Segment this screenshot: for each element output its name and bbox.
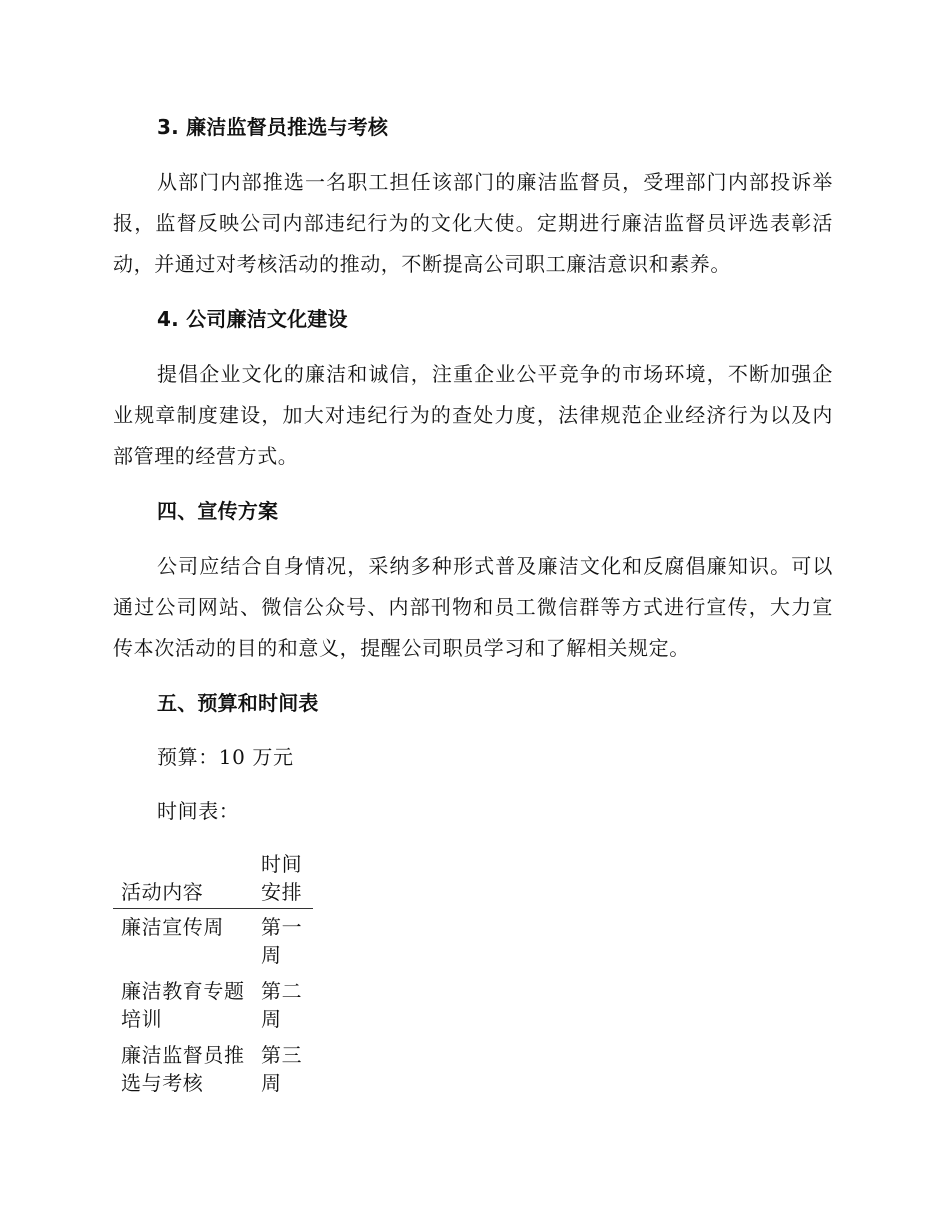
section-heading-publicity: 四、宣传方案 [157,499,279,523]
table-cell-activity: 廉洁监督员推选与考核 [121,1043,245,1095]
table-header-time: 时间安排 [253,848,313,909]
document-content [113,108,833,1101]
table-cell-activity: 廉洁教育专题培训 [121,979,245,1031]
budget-line: 预算：10 万元 [157,745,294,769]
section-heading-budget: 五、预算和时间表 [157,691,319,715]
section-paragraph-publicity: 公司应结合自身情况，采纳多种形式普及廉洁文化和反腐倡廉知识。可以通过公司网站、微信公众号、内部刊物和员工微信群等方式进行宣传，大力宣传本次活动的目的和意义，提醒公司职员学习和了解相关规定。 [113,554,833,660]
table-row [113,973,313,1037]
table-cell-time: 第三周 [261,1043,303,1095]
section-heading-supervisor: 3. 廉洁监督员推选与考核 [157,115,389,139]
schedule-table [113,848,313,1101]
section-heading-culture: 4. 公司廉洁文化建设 [157,307,348,331]
table-cell-activity: 廉洁宣传周 [121,915,224,939]
table-row [113,909,313,974]
table-cell-time: 第二周 [261,979,303,1031]
table-header-activity: 活动内容 [113,848,253,909]
schedule-label: 时间表： [157,799,240,823]
table-cell-time: 第一周 [261,915,303,967]
table-row [113,1037,313,1101]
table-header-row [113,848,313,909]
section-paragraph-culture: 提倡企业文化的廉洁和诚信，注重企业公平竞争的市场环境，不断加强企业规章制度建设，加大对违纪行为的查处力度，法律规范企业经济行为以及内部管理的经营方式。 [113,362,833,468]
section-paragraph-supervisor: 从部门内部推选一名职工担任该部门的廉洁监督员，受理部门内部投诉举报，监督反映公司内部违纪行为的文化大使。定期进行廉洁监督员评选表彰活动，并通过对考核活动的推动，不断提高公司职工廉洁意识和素养。 [113,170,833,276]
